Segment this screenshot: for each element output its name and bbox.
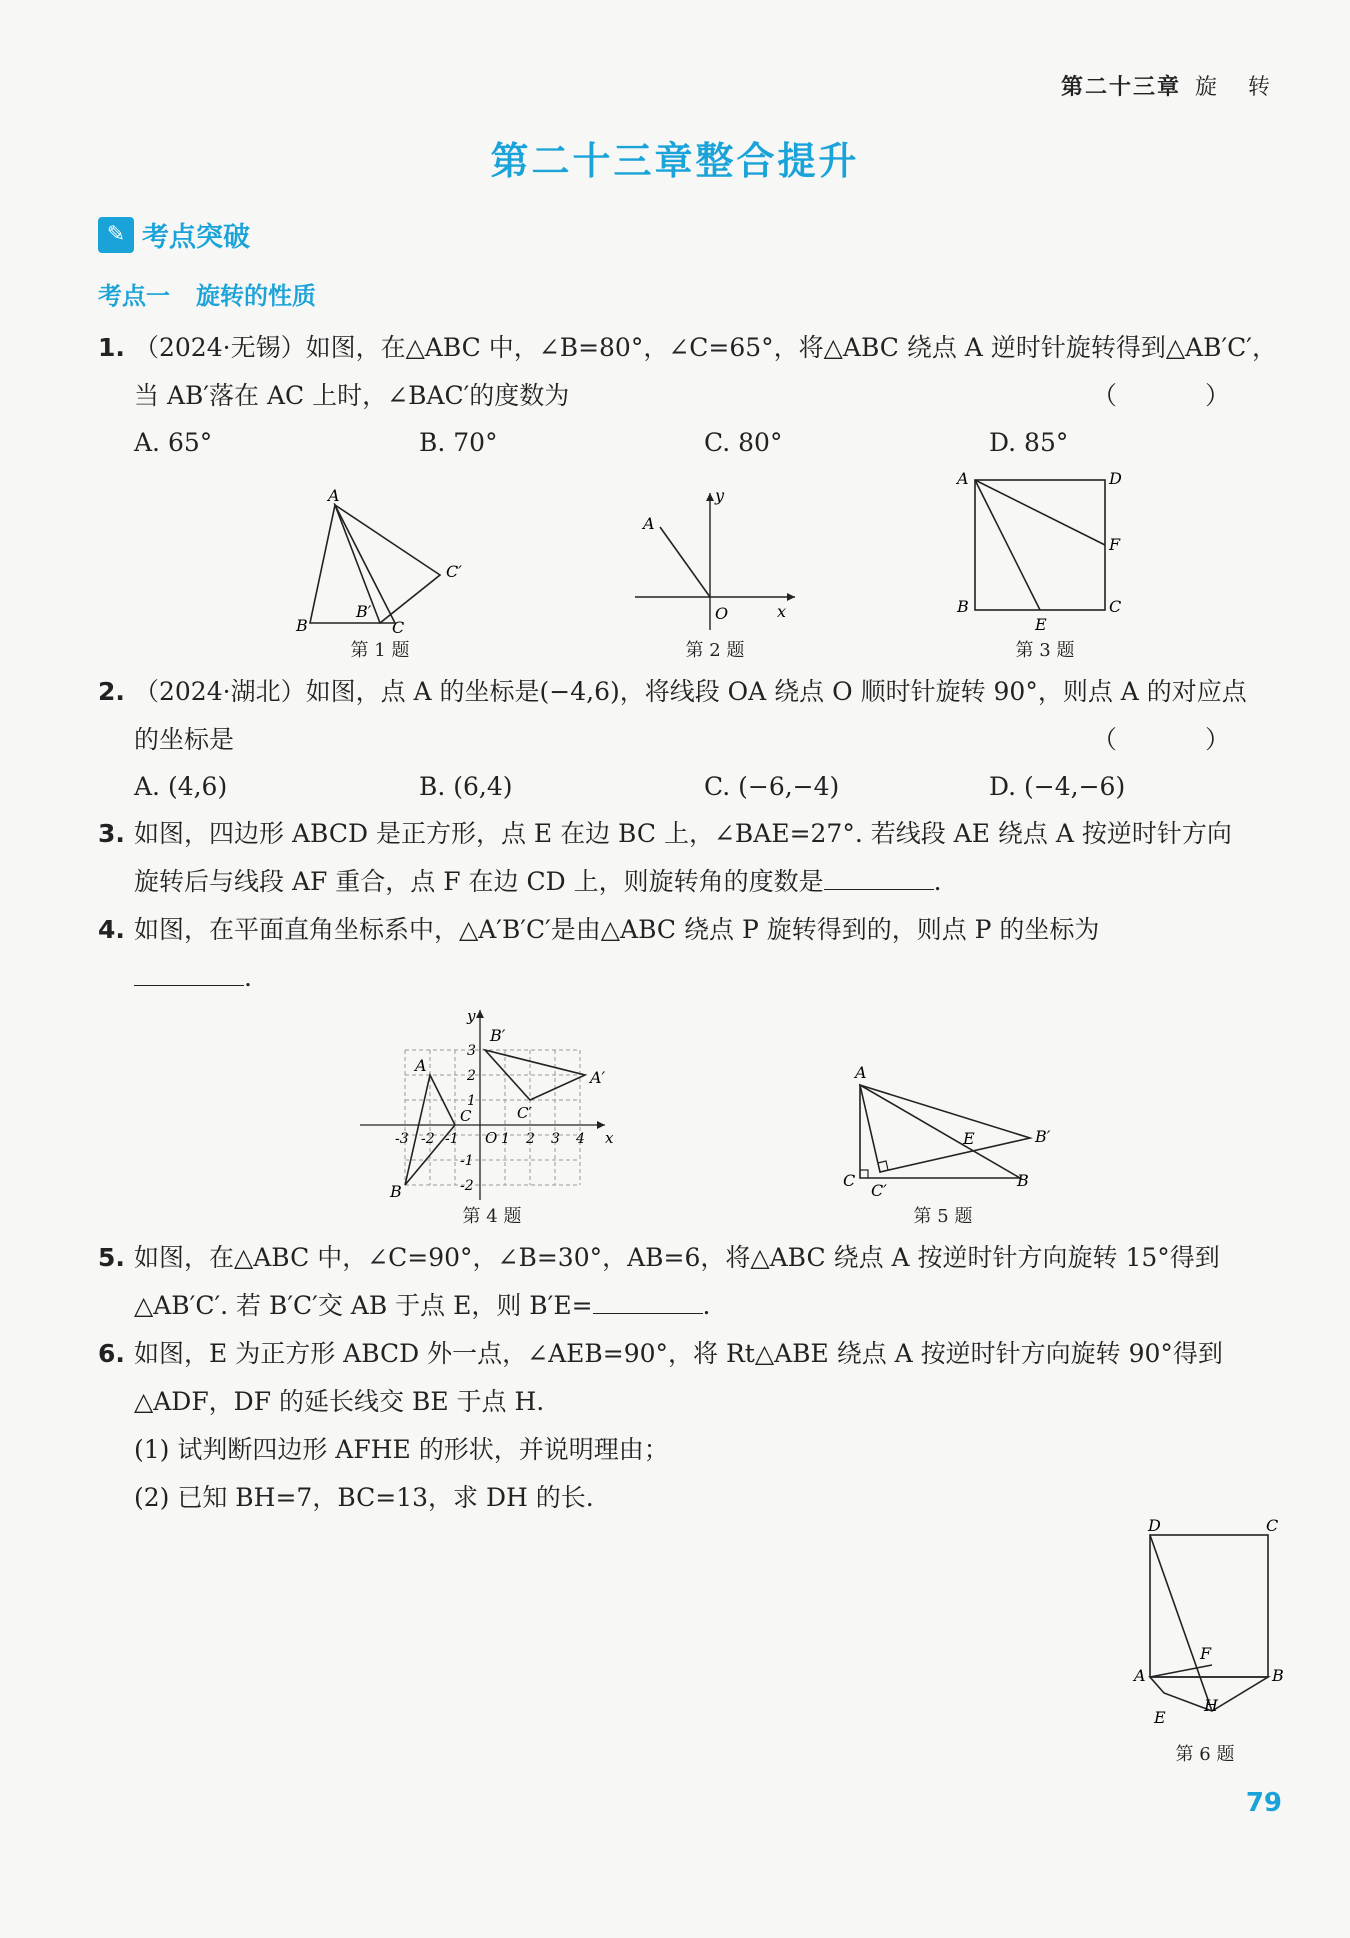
label-d: D [1109,470,1122,488]
label-c: C [392,618,405,635]
question-5: 5. 如图，在△ABC 中，∠C=90°，∠B=30°，AB=6，将△ABC 绕点 A 按逆时针方向旋转 15°得到 △AB′C′. 若 B′C′交 AB 于点 E，则 B′E= . [98,1243,1220,1320]
label-c-prime: C′ [446,562,462,581]
answer-blank[interactable] [134,959,244,986]
label-b: B [296,616,308,635]
svg-text:A′: A′ [590,1068,606,1087]
y-arrow [476,1010,484,1018]
label-a: A [328,486,340,505]
label-b-prime: B′ [356,602,372,621]
question-4: 4. 如图，在平面直角坐标系中，△A′B′C′是由△ABC 绕点 P 旋转得到的，则点 P 的坐标为 . [98,915,1100,992]
triangle-abc-prime [335,505,440,623]
triangle-abc-prime [860,1085,1030,1172]
svg-text:-2: -2 [421,1131,435,1147]
svg-text:A: A [1134,1666,1146,1685]
label-b: B [957,597,969,616]
svg-text:A: A [415,1056,427,1075]
svg-text:B: B [390,1182,402,1201]
section-header [98,215,250,254]
question-6-part-1: (1) 试判断四边形 AFHE 的形状，并说明理由； [134,1435,669,1464]
label-o: O [715,604,729,623]
figure-2 [625,485,805,635]
svg-text:1: 1 [501,1131,510,1147]
question-2-options: A. (4,6) B. (6,4) C. (−6,−4) D. (−4,−6) [134,772,1126,801]
svg-text:H: H [1204,1696,1218,1715]
page-number: 79 [1245,1788,1282,1818]
figure-5 [835,1060,1065,1200]
svg-text:-2: -2 [460,1178,474,1194]
svg-text:3: 3 [551,1131,560,1147]
svg-text:2: 2 [467,1068,476,1084]
question-1-options: A. 65° B. 70° C. 80° D. 85° [134,428,1069,457]
caption-fig3: 第 3 题 [1015,640,1075,661]
caption-fig5: 第 5 题 [913,1206,973,1227]
running-header: 第二十三章 旋 转 [1060,75,1282,100]
svg-text:B′: B′ [1035,1127,1051,1146]
square-abcd [975,480,1105,610]
svg-text:-1: -1 [460,1153,474,1169]
segment-ae [975,480,1040,610]
y-arrow [706,493,714,501]
svg-text:E: E [963,1129,975,1148]
svg-text:-3: -3 [395,1131,409,1147]
svg-text:B: B [1272,1666,1284,1685]
answer-blank[interactable] [593,1287,703,1314]
svg-text:E: E [1154,1708,1166,1727]
svg-text:C′: C′ [517,1104,532,1122]
label-a: A [643,514,655,533]
segment-dh [1150,1535,1212,1711]
svg-text:D: D [1148,1516,1161,1535]
figure-4 [355,1005,625,1205]
figure-6 [1120,1515,1290,1730]
x-arrow [787,593,795,601]
label-x: x [777,602,787,621]
question-2: 2. （2024·湖北）如图，点 A 的坐标是(−4,6)，将线段 OA 绕点 O 顺时针旋转 90°，则点 A 的对应点 的坐标是 （ ） [98,677,1270,754]
svg-text:C: C [460,1107,472,1125]
question-6-part-2: (2) 已知 BH=7，BC=13，求 DH 的长. [134,1483,594,1512]
answer-blank[interactable] [824,863,934,890]
segment-af [1150,1665,1212,1677]
svg-text:1: 1 [467,1093,476,1109]
svg-text:-1: -1 [445,1131,459,1147]
triangle-abc [310,505,395,623]
label-f: F [1109,535,1121,554]
svg-text:3: 3 [467,1043,476,1059]
figure-1 [290,485,490,635]
svg-text:B: B [1017,1171,1029,1190]
svg-text:2: 2 [526,1131,535,1147]
page-title: 第二十三章整合提升 [490,138,860,183]
topic-heading: 考点一 旋转的性质 [98,282,316,310]
label-y: y [715,486,725,505]
question-6: 6. 如图，E 为正方形 ABCD 外一点，∠AEB=90°，将 Rt△ABE 绕点 A 按逆时针方向旋转 90°得到 △ADF，DF 的延长线交 BE 于点 H. [98,1339,1223,1416]
svg-text:4: 4 [576,1131,585,1147]
caption-fig2: 第 2 题 [685,640,745,661]
caption-fig1: 第 1 题 [350,640,410,661]
question-1: 1. （2024·无锡）如图，在△ABC 中，∠B=80°，∠C=65°，将△ABC 绕点 A 逆时针旋转得到△AB′C′， 当 AB′落在 AC 上时，∠BAC′的度数为 （ ） [98,333,1277,410]
label-c: C [1109,597,1122,616]
svg-text:F: F [1200,1644,1212,1663]
pencil-icon: ✎ [98,217,134,253]
svg-text:C: C [843,1171,856,1190]
right-angle-mark [860,1170,868,1178]
svg-text:y: y [467,1007,476,1025]
grid [405,1050,580,1185]
figure-3 [945,470,1130,635]
svg-text:O: O [485,1129,498,1147]
question-3: 3. 如图，四边形 ABCD 是正方形，点 E 在边 BC 上，∠BAE=27°. 若线段 AE 绕点 A 按逆时针方向 旋转后与线段 AF 重合，点 F 在边 CD 上，则旋转角的度数是 . [98,819,1232,896]
caption-fig4: 第 4 题 [462,1206,522,1227]
label-a: A [957,470,969,488]
svg-text:B′: B′ [490,1026,506,1045]
triangle-abc [860,1085,1020,1178]
section-title: 考点突破 [142,222,250,253]
svg-text:C′: C′ [871,1181,887,1200]
svg-text:C: C [1266,1516,1279,1535]
svg-text:A: A [855,1063,867,1082]
x-arrow [597,1121,605,1129]
label-e: E [1035,615,1047,634]
svg-text:x: x [605,1129,614,1147]
segment-af [975,480,1105,545]
segment-oa [660,527,710,597]
caption-fig6: 第 6 题 [1175,1744,1235,1765]
